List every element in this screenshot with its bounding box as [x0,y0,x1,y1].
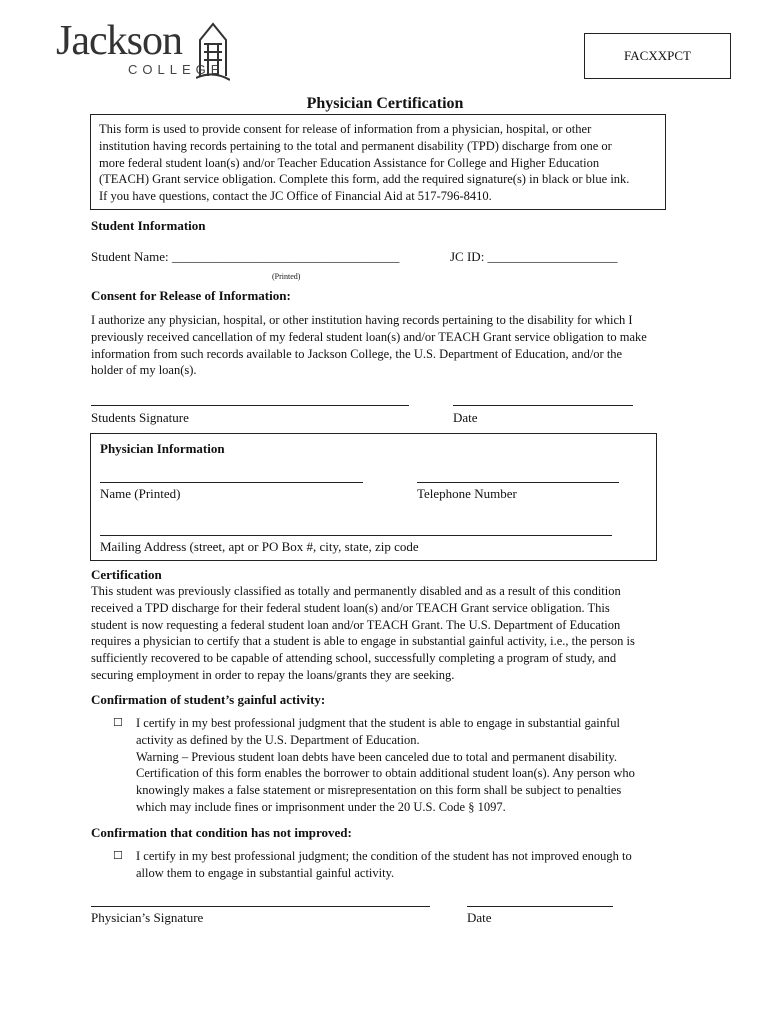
physician-signature-label: Physician’s Signature [91,910,204,925]
not-improved-heading: Confirmation that condition has not improved: [91,825,352,840]
gainful-line: Warning – Previous student loan debts have been canceled due to total and permanent disability. [136,749,618,764]
gainful-line: I certify in my best professional judgment that the student is able to engage in substantial gainful [136,716,620,730]
certification-heading: Certification [91,567,162,582]
student-name-field[interactable]: Student Name: ___________________________________ [91,249,400,264]
gainful-text [136,715,696,816]
not-improved-line: I certify in my best professional judgment; the condition of the student has not improved enough to [136,849,632,863]
physician-name-line[interactable] [100,482,363,483]
consent-line: previously received cancellation of my federal student loan(s) and/or TEACH Grant service obligation to make [91,329,647,344]
page-title: Physician Certification [306,95,464,112]
gainful-checkbox[interactable]: ☐ [113,716,123,729]
physician-date-line[interactable] [467,906,613,907]
physician-address-label: Mailing Address (street, apt or PO Box #, city, state, zip code [100,539,419,554]
tower-icon [196,20,230,84]
certification-line: sufficiently recovered to be capable of attending school, successfully completing a program of study, and [91,651,617,666]
intro-line: If you have questions, contact the JC Office of Financial Aid at 517-796-8410. [99,189,492,204]
not-improved-text [136,848,696,882]
not-improved-checkbox[interactable]: ☐ [113,849,123,862]
physician-date-label: Date [467,910,492,925]
printed-note: (Printed) [272,272,301,281]
not-improved-line: allow them to engage in substantial gainful activity. [136,865,395,880]
physician-info-heading: Physician Information [100,441,225,456]
consent-text [91,312,691,379]
consent-line: information from such records available to Jackson College, the U.S. Department of Education, and/or the [91,346,623,361]
certification-text [91,583,691,684]
physician-address-line[interactable] [100,535,612,536]
jackson-college-logo [56,20,236,86]
student-signature-label: Students Signature [91,410,189,425]
certification-line: student is now requesting a federal student loan and/or TEACH Grant. The U.S. Department of Education [91,617,621,632]
gainful-line: activity as defined by the U.S. Department of Education. [136,732,420,747]
student-date-label: Date [453,410,478,425]
physician-name-label: Name (Printed) [100,486,181,501]
consent-heading: Consent for Release of Information: [91,288,291,303]
jc-id-field[interactable]: JC ID: ____________________ [450,249,618,264]
gainful-line: which may include fines or imprisonment under the 20 U.S. Code § 1097. [136,799,506,814]
logo-wordmark: Jackson [56,18,182,64]
certification-line: received a TPD discharge for their federal student loan(s) and/or TEACH Grant service obligation. This [91,600,610,615]
student-signature-line[interactable] [91,405,409,406]
physician-phone-label: Telephone Number [417,486,517,501]
intro-line: (TEACH) Grant service obligation. Complete this form, add the required signature(s) in black or blue ink. [99,172,630,187]
gainful-line: Certification of this form enables the borrower to obtain additional student loan(s). Any person who [136,766,635,781]
intro-box [90,114,666,210]
certification-line: securing employment in order to repay the loans/grants they are seeking. [91,667,455,682]
physician-signature-line[interactable] [91,906,430,907]
consent-line: I authorize any physician, hospital, or other institution having records pertaining to the disability for which I [91,313,633,327]
consent-line: holder of my loan(s). [91,363,197,378]
student-date-line[interactable] [453,405,633,406]
intro-line: institution having records pertaining to the total and permanent disability (TPD) discharge from one or [99,138,612,153]
gainful-heading: Confirmation of student’s gainful activity: [91,692,326,707]
logo-subtitle: COLLEGE [128,62,225,77]
certification-line: This student was previously classified as totally and permanently disabled and as a result of this condition [91,584,621,598]
gainful-line: knowingly makes a false statement or misrepresentation on this form shall be subject to penalties [136,783,622,798]
certification-line: requires a physician to certify that a student is able to engage in substantial gainful activity, i.e., the person is [91,634,635,649]
intro-line: This form is used to provide consent for release of information from a physician, hospital, or other [99,122,592,136]
form-code: FACXXPCT [624,48,691,63]
form-code-box [584,33,731,79]
intro-line: more federal student loan(s) and/or Teacher Education Assistance for College and Higher Education [99,155,600,170]
physician-phone-line[interactable] [417,482,619,483]
student-info-heading: Student Information [91,218,206,233]
